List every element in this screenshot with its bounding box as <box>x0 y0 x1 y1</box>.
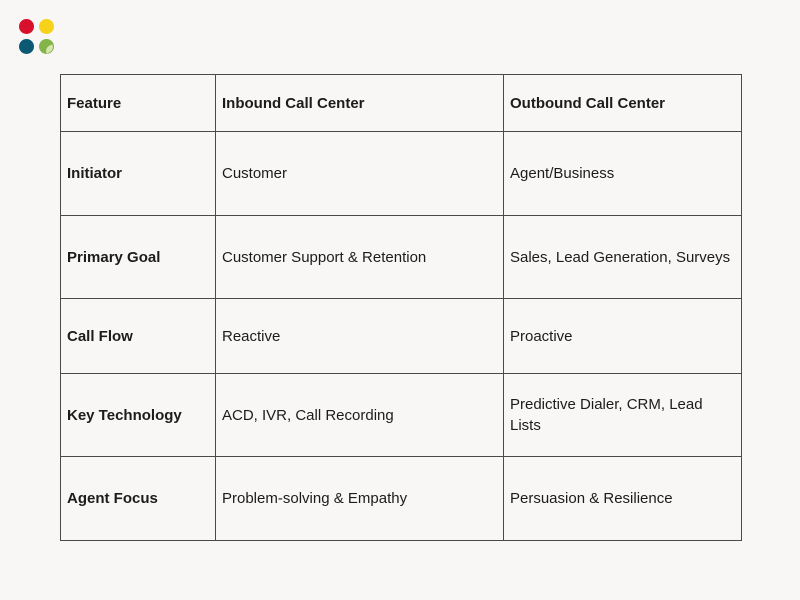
feature-cell: Agent Focus <box>61 457 216 541</box>
outbound-cell: Agent/Business <box>504 132 742 216</box>
table-row <box>61 299 742 374</box>
brand-logo <box>19 19 55 55</box>
header-inbound: Inbound Call Center <box>216 75 504 132</box>
header-feature: Feature <box>61 75 216 132</box>
table-header-row <box>61 75 742 132</box>
table-row <box>61 457 742 541</box>
outbound-cell: Predictive Dialer, CRM, Lead Lists <box>504 374 742 457</box>
feature-cell: Call Flow <box>61 299 216 374</box>
logo-dot-red <box>19 19 34 34</box>
table-row <box>61 216 742 299</box>
outbound-cell: Persuasion & Resilience <box>504 457 742 541</box>
header-outbound: Outbound Call Center <box>504 75 742 132</box>
outbound-cell: Sales, Lead Generation, Surveys <box>504 216 742 299</box>
logo-dot-teal <box>19 39 34 54</box>
inbound-cell: ACD, IVR, Call Recording <box>216 374 504 457</box>
inbound-cell: Reactive <box>216 299 504 374</box>
outbound-cell: Proactive <box>504 299 742 374</box>
feature-cell: Initiator <box>61 132 216 216</box>
feature-cell: Key Technology <box>61 374 216 457</box>
inbound-cell: Customer <box>216 132 504 216</box>
feature-cell: Primary Goal <box>61 216 216 299</box>
inbound-cell: Customer Support & Retention <box>216 216 504 299</box>
inbound-cell: Problem-solving & Empathy <box>216 457 504 541</box>
table-row <box>61 374 742 457</box>
logo-dot-yellow <box>39 19 54 34</box>
table-row <box>61 132 742 216</box>
comparison-table <box>60 74 742 541</box>
